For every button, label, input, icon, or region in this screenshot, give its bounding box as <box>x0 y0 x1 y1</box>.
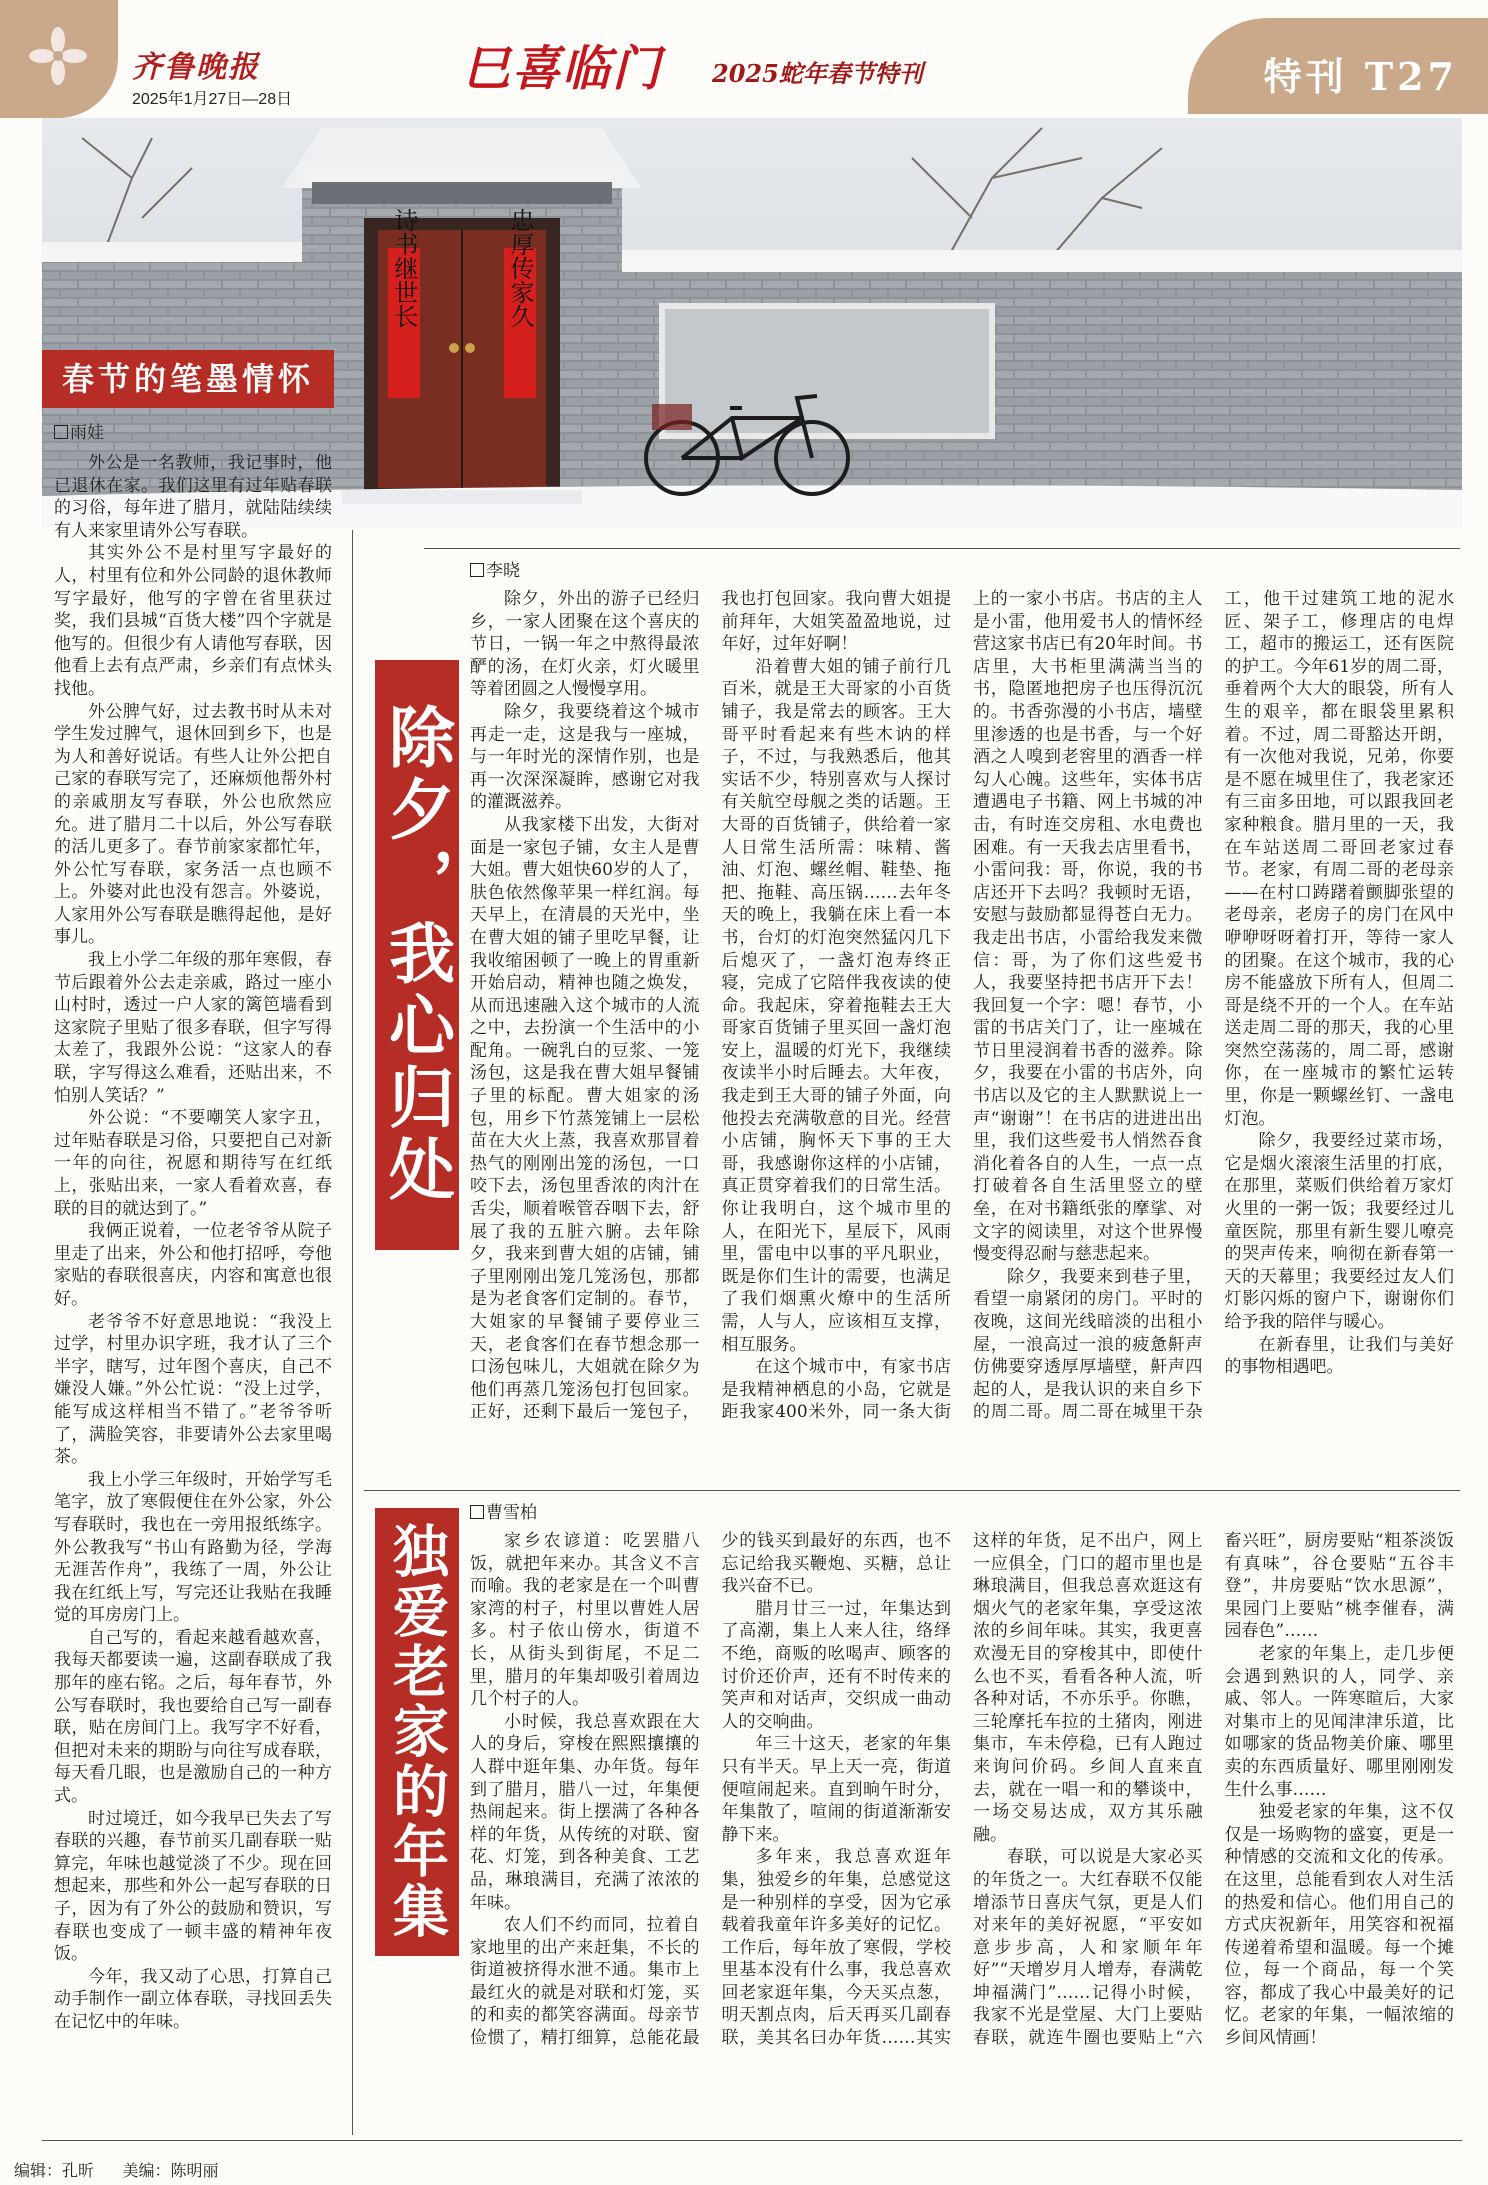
article1-paragraph: 今年，我又动了心思，打算自己动手制作一副立体春联，寻找回丢失在记忆中的年味。 <box>54 1966 332 2032</box>
page-number-label: 特刊 T27 <box>1263 54 1458 99</box>
article3-paragraph: 春联，可以说是大家必买的年货之一。大红春联不仅能增添节日喜庆气氛，更是人们对来年的美好祝愿，“平安如意步步高，人和家顺年年好”“天增岁月人增寿，春满乾坤福满门”……记得小时候，我家不光是堂屋、大门上要贴春联，就连牛圈也要贴上“六畜兴旺”，厨房要贴“粗茶淡饭有真味”，谷仓要贴“五谷丰登”，井房要贴“饮水思源”，果园门上要贴“桃李催春，满园春色”…… <box>973 1531 1454 2049</box>
article3-paragraph: 多年来，我总喜欢逛年集，独爱乡的年集，总感觉这是一种别样的享受，因为它承载着我童年许多美好的记忆。工作后，每年放了寒假，学校里基本没有什么事，我总喜欢回老家逛年集，今天买点葱，明天割点肉，后天再买几副春联，美其名曰办年货……其实这样的年货，足不出户，网上一应俱全，门口的超市里也是琳琅满目，但我总喜欢逛这有烟火气的老家年集，享受这浓浓的乡间年味。其实，我更喜欢漫无目的穿梭其中，即使什么也不买，看看各种人流，听各种对话，不亦乐乎。你瞧，三轮摩托车拉的土猪肉，刚进集市，车未停稳，已有人跑过来询问价码。乡间人直来直去，就在一唱一和的攀谈中，一场交易达成，双方其乐融融。 <box>721 1531 1203 2049</box>
article3-paragraph: 老家的年集上，走几步便会遇到熟识的人，同学、亲戚、邻人。一阵寒暄后，大家对集市上的见闻津津乐道，比如哪家的货品物美价廉、哪里卖的东西质量好、哪里刚刚发生什么事…… <box>1224 1643 1454 1800</box>
article2-paragraph: 除夕，我要经过菜市场，它是烟火滚滚生活里的打底，在那里，菜贩们供给着万家灯火里的一粥一饭；我要经过儿童医院，那里有新生婴儿嘹亮的哭声传来，响彻在新春第一天的天幕里；我要经过友人们灯影闪烁的窗户下，谢谢你们给予我的陪伴与暖心。 <box>1224 1131 1454 1332</box>
editor-credit: 编辑：孔昕 <box>14 2163 95 2180</box>
article1-paragraph: 其实外公不是村里写字最好的人，村里有位和外公同龄的退休教师写字最好，他写的字曾在省里获过奖，我们县城“百货大楼”四个字就是他写的。但很少有人请他写春联，因他看上去有点严肃，乡亲们有点怵头找他。 <box>54 543 332 699</box>
issue-date: 2025年1月27日—28日 <box>132 91 293 108</box>
article3-paragraph: 家乡农谚道：吃罢腊八饭，就把年来办。其含义不言而喻。我的老家是在一个叫曹家湾的村子，村里以曹姓人居多。村子依山傍水，街道不长，从街头到街尾，不足二里，腊月的年集却吸引着周边几个村子的人。 <box>470 1531 700 1710</box>
article3-paragraph: 农人们不约而同，拉着自家地里的出产来赶集，不长的街道被挤得水泄不通。集市上最红火的就是对联和灯笼，买的和卖的都笑容满面。母亲节俭惯了，精打细算，总能花最少的钱买到最好的东西，也不忘记给我买鞭炮、买糖，总让我兴奋不已。 <box>470 1531 951 2049</box>
byline-square-icon <box>470 563 484 577</box>
flower-ornament-icon <box>28 26 88 86</box>
article3-paragraph: 年三十这天，老家的年集只有半天。早上天一亮，街道便喧闹起来。直到晌午时分，年集散了，喧闹的街道渐渐安静下来。 <box>721 1734 951 1845</box>
door-couplet-left: 诗书继世长 <box>390 208 418 328</box>
article3-paragraph: 小时候，我总喜欢跟在大人的身后，穿梭在熙熙攘攘的人群中逛年集、办年货。每年到了腊月，腊八一过，年集便热闹起来。街上摆满了各种各样的年货，从传统的对联、窗花、灯笼，到各种美食、工艺品，琳琅满目，充满了浓浓的年味。 <box>470 1711 700 1913</box>
article1-paragraph: 自己写的，看起来越看越欢喜，我每天都要读一遍，这副春联成了我那年的座右铭。之后，每年春节，外公写春联时，我也要给自己写一副春联，贴在房间门上。我写字不好看，但把对未来的期盼与向往写成春联，每天看几眼，也是激励自己的一种方式。 <box>54 1627 332 1807</box>
header-corner-decoration <box>0 0 118 118</box>
section-divider <box>364 1490 1460 1491</box>
article3-author: 曹雪柏 <box>486 1503 537 1523</box>
article2-byline <box>470 556 520 581</box>
article2-paragraph: 除夕，我要来到巷子里，看望一扇紧闭的房门。平时的夜晚，这间光线暗淡的出租小屋，一浪高过一浪的疲惫鼾声仿佛要穿透厚厚墙壁，鼾声四起的人，是我认识的来自乡下的周二哥。周二哥在城里干杂工，他干过建筑工地的泥水匠、架子工，修理店的电焊工，超市的搬运工，还有医院的护工。今年61岁的周二哥，垂着两个大大的眼袋，所有人生的艰辛，都在眼袋里累积着。不过，周二哥豁达开朗，有一次他对我说，兄弟，你要是不愿在城里住了，我老家还有三亩多田地，可以跟我回老家种粮食。腊月里的一天，我在车站送周二哥回老家过春节。老家，有周二哥的老母亲——在村口踌躇着颤脚张望的老母亲，老房子的房门在风中咿咿呀呀着打开，等待一家人的团聚。在这个城市，我的心房不能盛放下所有人，但周二哥是绕不开的一个人。在车站送走周二哥的那天，我的心里突然空荡荡的，周二哥，感谢你，在一座城市的繁忙运转里，你是一颗螺丝钉、一盏电灯泡。 <box>973 589 1454 1423</box>
article2-title: 除夕，我心归处 <box>375 660 459 1250</box>
festival-title: 巳喜临门 <box>462 41 663 97</box>
article2-paragraph: 在这个城市中，有家书店是我精神栖息的小岛，它就是距我家400米外，同一条大街上的一家小书店。书店的主人是小雷，他用爱书人的情怀经营这家书店已有20年时间。书店里，大书柜里满满当当的书，隐匿地把房子也压得沉沉的。书香弥漫的小书店，墙壁里渗透的也是书香，与一个好酒之人嗅到老窖里的酒香一样勾人心魄。这些年，实体书店遭遇电子书籍、网上书城的冲击，有时连交房租、水电费也困难。有一天我去店里看书，小雷问我：哥，你说，我的书店还开下去吗？我顿时无语，安慰与鼓励都显得苍白无力。我走出书店，小雷给我发来微信：哥，为了你们这些爱书人，我要坚持把书店开下去！我回复一个字：嗯！春节，小雷的书店关门了，让一座城在节日里浸润着书香的滋养。除夕，我要在小雷的书店外，向书店以及它的主人默默说上一声“谢谢”！在书店的进进出出里，我们这些爱书人悄然吞食消化着各自的人生，一点一点打破着各自生活里竖立的壁垒，在对书籍纸张的摩挲、对文字的阅读里，对这个世界慢慢变得忍耐与慈悲起来。 <box>721 589 1203 1423</box>
page-footer <box>14 2158 242 2181</box>
column-divider <box>352 530 353 2135</box>
article3-byline <box>470 1498 537 1523</box>
article1-body <box>54 452 332 2144</box>
door-couplet-right: 忠厚传家久 <box>506 208 534 328</box>
byline-square-icon <box>470 1505 484 1519</box>
article1-paragraph: 外公脾气好，过去教书时从未对学生发过脾气，退休回到乡下，也是为人和善好说话。有些人让外公把自己家的春联写完了，还麻烦他帮外村的亲戚朋友写春联，外公也欣然应允。进了腊月二十以后，外公写春联的活儿更多了。春节前家家都忙年，外公忙写春联，家务活一点也顾不上。外婆对此也没有怨言。外婆说，人家用外公写春联是瞧得起他，是好事儿。 <box>54 701 332 948</box>
festival-subtitle: 2025蛇年春节特刊 <box>712 59 923 88</box>
article1-paragraph: 我上小学三年级时，开始学写毛笔字，放了寒假便住在外公家，外公写春联时，我也在一旁用报纸练字。外公教我写“书山有路勤为径，学海无涯苦作舟”，我练了一周，外公让我在红纸上写，写完还让我贴在我睡觉的耳房房门上。 <box>54 1469 332 1626</box>
article2-paragraph: 沿着曹大姐的铺子前行几百米，就是王大哥家的小百货铺子，我是常去的顾客。王大哥平时看起来有些木讷的样子，不过，与我熟悉后，他其实话不少，特别喜欢与人探讨有关航空母舰之类的话题。王大哥的百货铺子，供给着一家人日常生活所需：味精、酱油、灯泡、螺丝帽、鞋垫、拖把、拖鞋、高压锅……去年冬天的晚上，我躺在床上看一本书，台灯的灯泡突然猛闪几下后熄灭了，一盏灯泡寿终正寝，完成了它陪伴我夜读的使命。我起床，穿着拖鞋去王大哥家百货铺子里买回一盏灯泡安上，温暖的灯光下，我继续夜读半小时后睡去。大年夜，我走到王大哥的铺子外面，向他投去充满敬意的目光。经营小店铺，胸怀天下事的王大哥，我感谢你这样的小店铺，真正贯穿着我们的日常生活。你让我明白，这个城市里的人，在阳光下，星辰下，风雨里，雷电中以事的平凡职业，既是你们生计的需要，也满足了我们烟熏火燎中的生活所需，人与人，应该相互支撑，相互服务。 <box>721 656 951 1355</box>
article1-paragraph: 时过境迁，如今我早已失去了写春联的兴趣，春节前买几副春联一贴算完，年味也越觉淡了不少。现在回想起来，那些和外公一起写春联的日子，因为有了外公的鼓励和赞识，写春联也变成了一顿丰盛的精神年夜饭。 <box>54 1808 332 1965</box>
article2-body <box>470 588 1454 1478</box>
article1-title: 春节的笔墨情怀 <box>42 350 334 408</box>
newspaper-name: 齐鲁晚报 <box>132 50 260 85</box>
article1-paragraph: 我俩正说着，一位老爷爷从院子里走了出来，外公和他打招呼，夸他家贴的春联很喜庆，内容和寓意也很好。 <box>54 1221 332 1309</box>
article2-paragraph: 除夕，外出的游子已经归乡，一家人团聚在这个喜庆的节日，一锅一年之中熬得最浓酽的汤，在灯火亲，灯火暖里等着团圆之人慢慢享用。 <box>470 589 700 700</box>
article2-author: 李晓 <box>486 561 520 581</box>
page-number-tag <box>1188 18 1488 114</box>
article1-paragraph: 老爷爷不好意思地说：“我没上过学，村里办识字班，我才认了三个半字，瞎写，过年图个喜庆，自己不嫌没人嫌。”外公忙说：“没上过学，能写成这样相当不错了。”老爷爷听了，满脸笑容，非要请外公去家里喝茶。 <box>54 1311 332 1468</box>
article3-body <box>470 1530 1454 2134</box>
byline-square-icon <box>54 425 68 439</box>
article2-paragraph: 从我家楼下出发，大街对面是一家包子铺，女主人是曹大姐。曹大姐快60岁的人了，肤色依然像苹果一样红润。每天早上，在清晨的天光中，坐在曹大姐的铺子里吃早餐，让我收缩困顿了一晚上的胃重新开始启动，精神也随之焕发，从而迅速融入这个城市的人流之中，去扮演一个生活中的小配角。一碗乳白的豆浆、一笼汤包，这是我在曹大姐早餐铺子里的标配。曹大姐家的汤包，用乡下竹蒸笼铺上一层松苗在大火上蒸，我喜欢那冒着热气的刚刚出笼的汤包，一口咬下去，汤包里香浓的肉汁在舌尖，顺着喉管吞咽下去，舒展了我的五脏六腑。去年除夕，我来到曹大姐的店铺，铺子里刚刚出笼几笼汤包，那都是为老食客们定制的。春节，大姐家的早餐铺子要停业三天，老食客们在春节想念那一口汤包味儿，大姐就在除夕为他们再蒸几笼汤包打包回家。正好，还剩下最后一笼包子，我也打包回家。我向曹大姐提前拜年，大姐笑盈盈地说，过年好，过年好啊！ <box>470 589 951 1423</box>
article1-author: 雨娃 <box>70 423 104 443</box>
designer-credit: 美编：陈明丽 <box>122 2163 219 2180</box>
article2-paragraph: 除夕，我要绕着这个城市再走一走，这是我与一座城，与一年时光的深情作别，也是再一次深深凝眸，感谢它对我的灌溉滋养。 <box>470 701 700 813</box>
article2-top-rule <box>424 548 1460 549</box>
article1-byline <box>54 418 104 443</box>
article2-paragraph: 在新春里，让我们与美好的事物相遇吧。 <box>1224 1334 1454 1378</box>
page-header <box>0 0 1488 118</box>
article1-paragraph: 外公是一名教师，我记事时，他已退休在家。我们这里有过年贴春联的习俗，每年进了腊月，就陆陆续续有人来家里请外公写春联。 <box>54 453 332 541</box>
article3-paragraph: 独爱老家的年集，这不仅仅是一场购物的盛宴，更是一种情感的交流和文化的传承。在这里，总能看到农人对生活的热爱和信心。他们用自己的方式庆祝新年，用笑容和祝福传递着希望和温暖。每一个摊位，每一个商品，每一个笑容，都成了我心中最美好的记忆。老家的年集，一幅浓缩的乡间风情画！ <box>1224 1802 1454 2049</box>
article1-paragraph: 我上小学二年级的那年寒假，春节后跟着外公去走亲戚，路过一座小山村时，透过一户人家的篱笆墙看到这家院子里贴了很多春联，但字写得太差了，我跟外公说：“这家人的春联，字写得这么难看，还贴出来，不怕别人笑话？” <box>54 950 332 1106</box>
article3-paragraph: 腊月廿三一过，年集达到了高潮，集上人来人往，络绎不绝，商贩的吆喝声、顾客的讨价还价声，还有不时传来的笑声和对话声，交织成一曲动人的交响曲。 <box>721 1598 951 1732</box>
article3-title: 独爱老家的年集 <box>375 1508 459 1956</box>
footer-rule <box>42 2140 1462 2141</box>
article1-paragraph: 外公说：“不要嘲笑人家字丑，过年贴春联是习俗，只要把自己对新一年的向往，祝愿和期待写在红纸上，张贴出来，一家人看着欢喜，春联的目的就达到了。” <box>54 1108 332 1219</box>
